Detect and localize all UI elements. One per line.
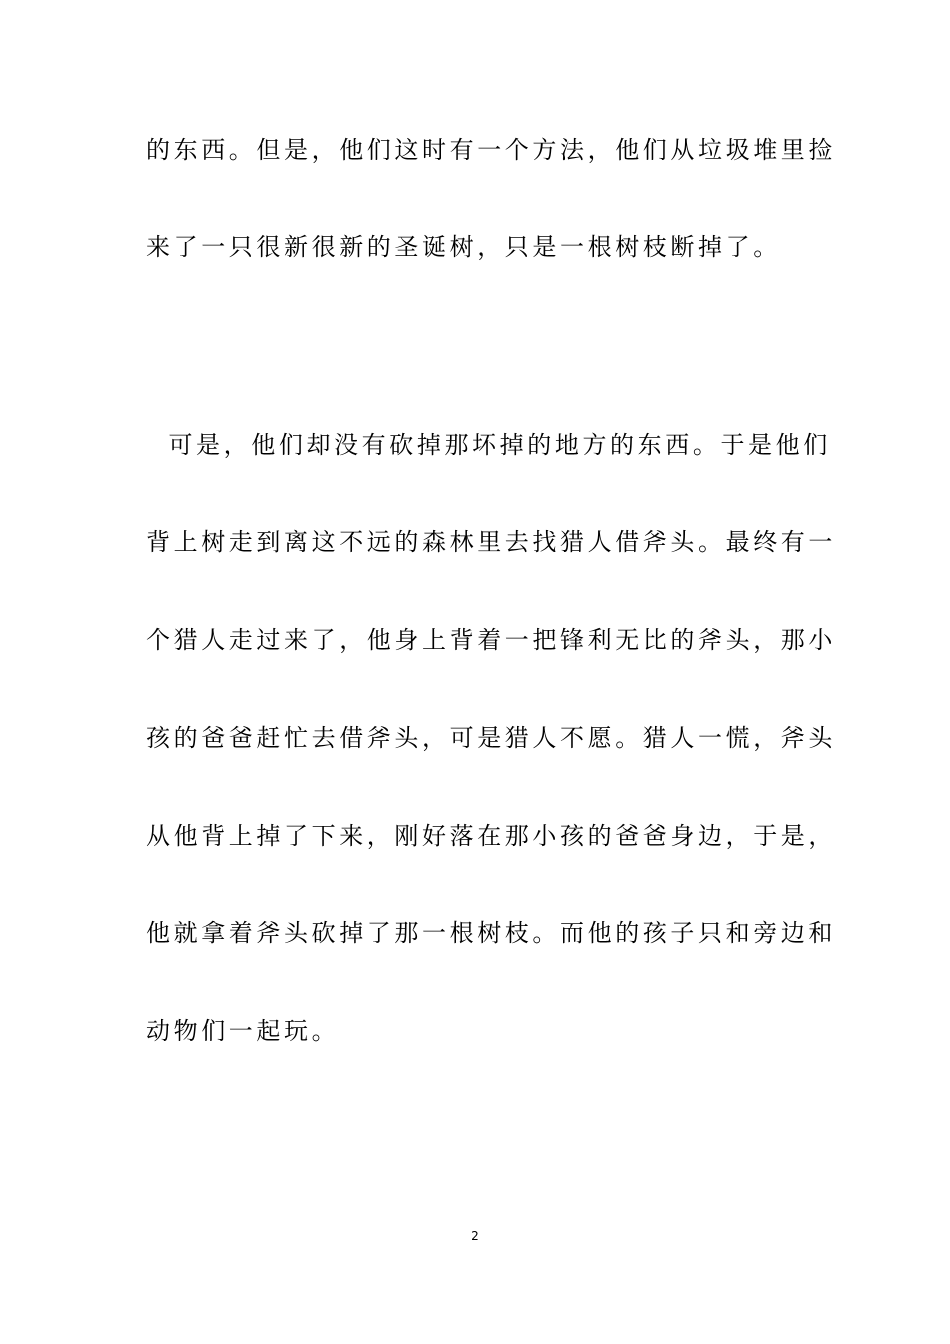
page-number: 2	[471, 1229, 479, 1243]
text-line: 背上树走到离这不远的森林里去找猎人借斧头。最终有一	[146, 528, 836, 556]
text-line: 可是，他们却没有砍掉那坏掉的地方的东西。于是他们	[146, 431, 831, 459]
text-line: 他就拿着斧头砍掉了那一根树枝。而他的孩子只和旁边和	[146, 919, 836, 947]
text-line: 孩的爸爸赶忙去借斧头，可是猎人不愿。猎人一慌，斧头	[146, 724, 836, 752]
text-line: 从他背上掉了下来，刚好落在那小孩的爸爸身边，于是，	[146, 822, 836, 850]
text-line: 动物们一起玩。	[146, 1017, 340, 1045]
text-line: 个猎人走过来了，他身上背着一把锋利无比的斧头，那小	[146, 626, 836, 654]
text-line: 的东西。但是，他们这时有一个方法，他们从垃圾堆里捡	[146, 136, 836, 164]
text-line: 来了一只很新很新的圣诞树，只是一根树枝断掉了。	[146, 233, 781, 261]
